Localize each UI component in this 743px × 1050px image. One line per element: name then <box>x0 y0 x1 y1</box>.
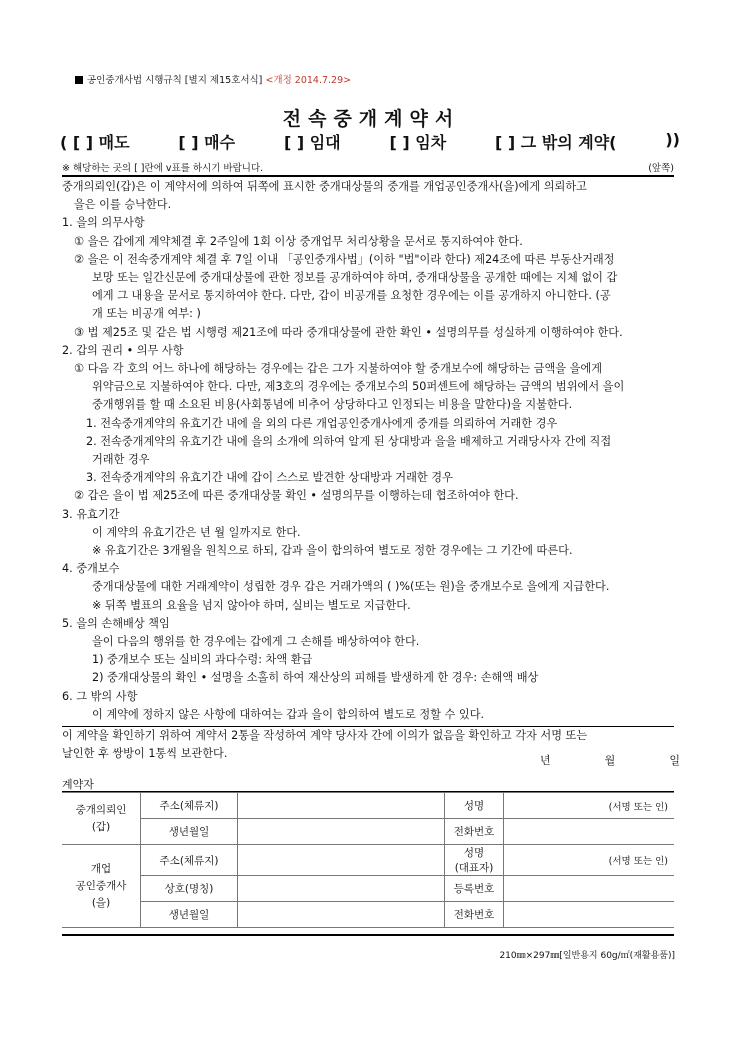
agent-phone-label: 전화번호 <box>445 902 504 928</box>
body-line: ※ 뒤쪽 별표의 요율을 넘지 않아야 하며, 실비는 별도로 지급한다. <box>92 598 411 612</box>
body-line: ② 을은 이 전속중개계약 체결 후 7일 이내 「공인중개사법」(이하 "법"이라 한다) 제24조에 따른 부동산거래정 <box>74 252 615 266</box>
option-lease-out[interactable]: [ ] 임대 <box>283 133 341 152</box>
section-heading: 6. 그 밖의 사항 <box>62 689 138 703</box>
body-line: 1) 중개보수 또는 실비의 과다수령: 차액 환급 <box>92 653 313 667</box>
agent-trade-name-label: 상호(명칭) <box>141 876 238 902</box>
top-rule <box>62 175 674 177</box>
agent-address-field[interactable] <box>238 845 445 876</box>
commission-rate-field[interactable]: 중개대상물에 대한 거래계약이 성립한 경우 갑은 거래가액의 ( )%(또는 원)을 중개보수로 을에게 지급한다. <box>92 580 610 594</box>
form-header <box>75 72 351 86</box>
body-line: ※ 유효기간은 3개월을 원칙으로 하되, 갑과 을이 합의하여 별도로 정한 경우에는 그 기간에 따른다. <box>92 544 573 558</box>
disclosure-choice[interactable]: 개 또는 비공개 여부: ) <box>92 307 201 321</box>
document-title: 전속중개계약서 <box>282 108 461 130</box>
form-reference: 공인중개사법 시행규칙 [별지 제15호서식] <box>87 75 263 86</box>
section-heading: 3. 유효기간 <box>62 507 120 521</box>
signing-date[interactable] <box>540 752 680 768</box>
option-lease-in[interactable]: [ ] 임차 <box>389 133 447 152</box>
body-line: 보망 또는 일간신문에 중개대상물에 관한 정보를 공개하여야 하며, 중개대상물을 공개한 때에는 지체 없이 갑 <box>92 271 618 285</box>
table-bottom-rule <box>62 934 674 936</box>
section-heading: 4. 중개보수 <box>62 562 120 576</box>
body-line: ① 다음 각 호의 어느 하나에 해당하는 경우에는 갑은 그가 지불하여야 할 중개보수에 해당하는 금액을 을에게 <box>74 362 603 376</box>
client-party-label: 중개의뢰인 (갑) <box>62 793 141 845</box>
agent-address-label: 주소(체류지) <box>141 845 238 876</box>
body-line: ③ 법 제25조 및 같은 법 시행령 제21조에 따라 중개대상물에 관한 확인 • 설명의무를 성실하게 이행하여야 한다. <box>74 325 623 339</box>
body-line: 2. 전속중개계약의 유효기간 내에 을의 소개에 의하여 알게 된 상대방과 을을 배제하고 거래당사자 간에 직접 <box>86 434 612 448</box>
body-line: 을이 다음의 행위를 한 경우에는 갑에게 그 손해를 배상하여야 한다. <box>92 635 420 649</box>
body-line: 날인한 후 쌍방이 1통씩 보관한다. <box>62 747 228 761</box>
agent-party-label: 개업 공인중개사 (을) <box>62 845 141 928</box>
agent-trade-name-field[interactable] <box>238 876 445 902</box>
option-other[interactable]: [ ] 그 밖의 계약( <box>495 133 617 152</box>
instruction-row <box>62 160 674 174</box>
client-birth-label: 생년월일 <box>141 819 238 845</box>
client-birth-field[interactable] <box>238 819 445 845</box>
body-line: 2) 중개대상물의 확인 • 설명을 소홀히 하여 재산상의 피해를 발생하게 한 경우: 손해액 배상 <box>92 671 539 685</box>
body-line: ② 갑은 을이 법 제25조에 따른 중개대상물 확인 • 설명의무를 이행하는데 협조하여야 한다. <box>74 489 519 503</box>
body-line: 이 계약에 정하지 않은 사항에 대하여는 갑과 을이 합의하여 별도로 정할 수 있다. <box>92 707 485 721</box>
revision-date: <개정 2014.7.29> <box>265 75 352 86</box>
contract-type-options <box>60 130 680 153</box>
body-line: 을은 이를 승낙한다. <box>74 198 172 212</box>
body-line: 위약금으로 지불하여야 한다. 다만, 제3호의 경우에는 중개보수의 50퍼센트에 해당하는 금액의 범위에서 을이 <box>92 380 625 394</box>
date-day: 일 <box>669 754 680 767</box>
body-line: 중개행위를 할 때 소요된 비용(사회통념에 비추어 상당하다고 인정되는 비용을 말한다)을 지불한다. <box>92 398 573 412</box>
instruction-note: ※ 해당하는 곳의 [ ]란에 v표를 하시기 바랍니다. <box>62 163 264 174</box>
paper-spec: 210㎜×297㎜[일반용지 60g/㎡(재활용품)] <box>499 951 675 961</box>
contract-body <box>62 178 674 764</box>
client-phone-label: 전화번호 <box>445 819 504 845</box>
agent-birth-label: 생년월일 <box>141 902 238 928</box>
client-phone-field[interactable] <box>504 819 675 845</box>
page-side: (앞쪽) <box>648 163 674 174</box>
section-heading: 5. 을의 손해배상 책임 <box>62 616 170 630</box>
body-line: 에게 그 내용을 문서로 통지하여야 한다. 다만, 갑이 비공개를 요청한 경우에는 이를 공개하지 아니한다. (공 <box>92 289 611 303</box>
date-year: 년 <box>540 754 551 767</box>
agent-reg-no-field[interactable] <box>504 876 675 902</box>
body-line: ① 을은 갑에게 계약체결 후 2주일에 1회 이상 중개업무 처리상황을 문서로 통지하여야 한다. <box>74 234 523 248</box>
agent-birth-field[interactable] <box>238 902 445 928</box>
client-address-field[interactable] <box>238 793 445 819</box>
square-bullet-icon <box>75 76 83 84</box>
option-purchase[interactable]: [ ] 매수 <box>178 133 236 152</box>
client-signature-field[interactable]: (서명 또는 인) <box>504 793 675 819</box>
validity-period-field[interactable]: 이 계약의 유효기간은 년 월 일까지로 한다. <box>92 525 301 539</box>
parties-label: 계약자 <box>62 778 94 791</box>
signature-table <box>62 792 674 928</box>
client-address-label: 주소(체류지) <box>141 793 238 819</box>
agent-signature-field[interactable]: (서명 또는 인) <box>504 845 675 876</box>
section-heading: 2. 갑의 권리 • 의무 사항 <box>62 343 184 357</box>
agent-name-label: 성명 (대표자) <box>445 845 504 876</box>
option-sale[interactable]: ( [ ] 매도 <box>60 133 130 152</box>
body-line: 이 계약을 확인하기 위하여 계약서 2통을 작성하여 계약 당사자 간에 이의가 없음을 확인하고 각자 서명 또는 <box>62 729 588 743</box>
body-line: 중개의뢰인(갑)은 이 계약서에 의하여 뒤쪽에 표시한 중개대상물의 중개를 개업공인중개사(을)에게 의뢰하고 <box>62 180 587 193</box>
agent-reg-no-label: 등록번호 <box>445 876 504 902</box>
date-month: 월 <box>604 754 616 767</box>
option-other-close: )) <box>665 130 680 149</box>
agent-phone-field[interactable] <box>504 902 675 928</box>
body-line: 거래한 경우 <box>92 453 150 467</box>
body-line: 3. 전속중개계약의 유효기간 내에 갑이 스스로 발견한 상대방과 거래한 경우 <box>86 471 453 485</box>
body-line: 1. 전속중개계약의 유효기간 내에 을 외의 다른 개업공인중개사에게 중개를 의뢰하여 거래한 경우 <box>86 416 558 430</box>
client-name-label: 성명 <box>445 793 504 819</box>
section-heading: 1. 을의 의무사항 <box>62 216 145 230</box>
